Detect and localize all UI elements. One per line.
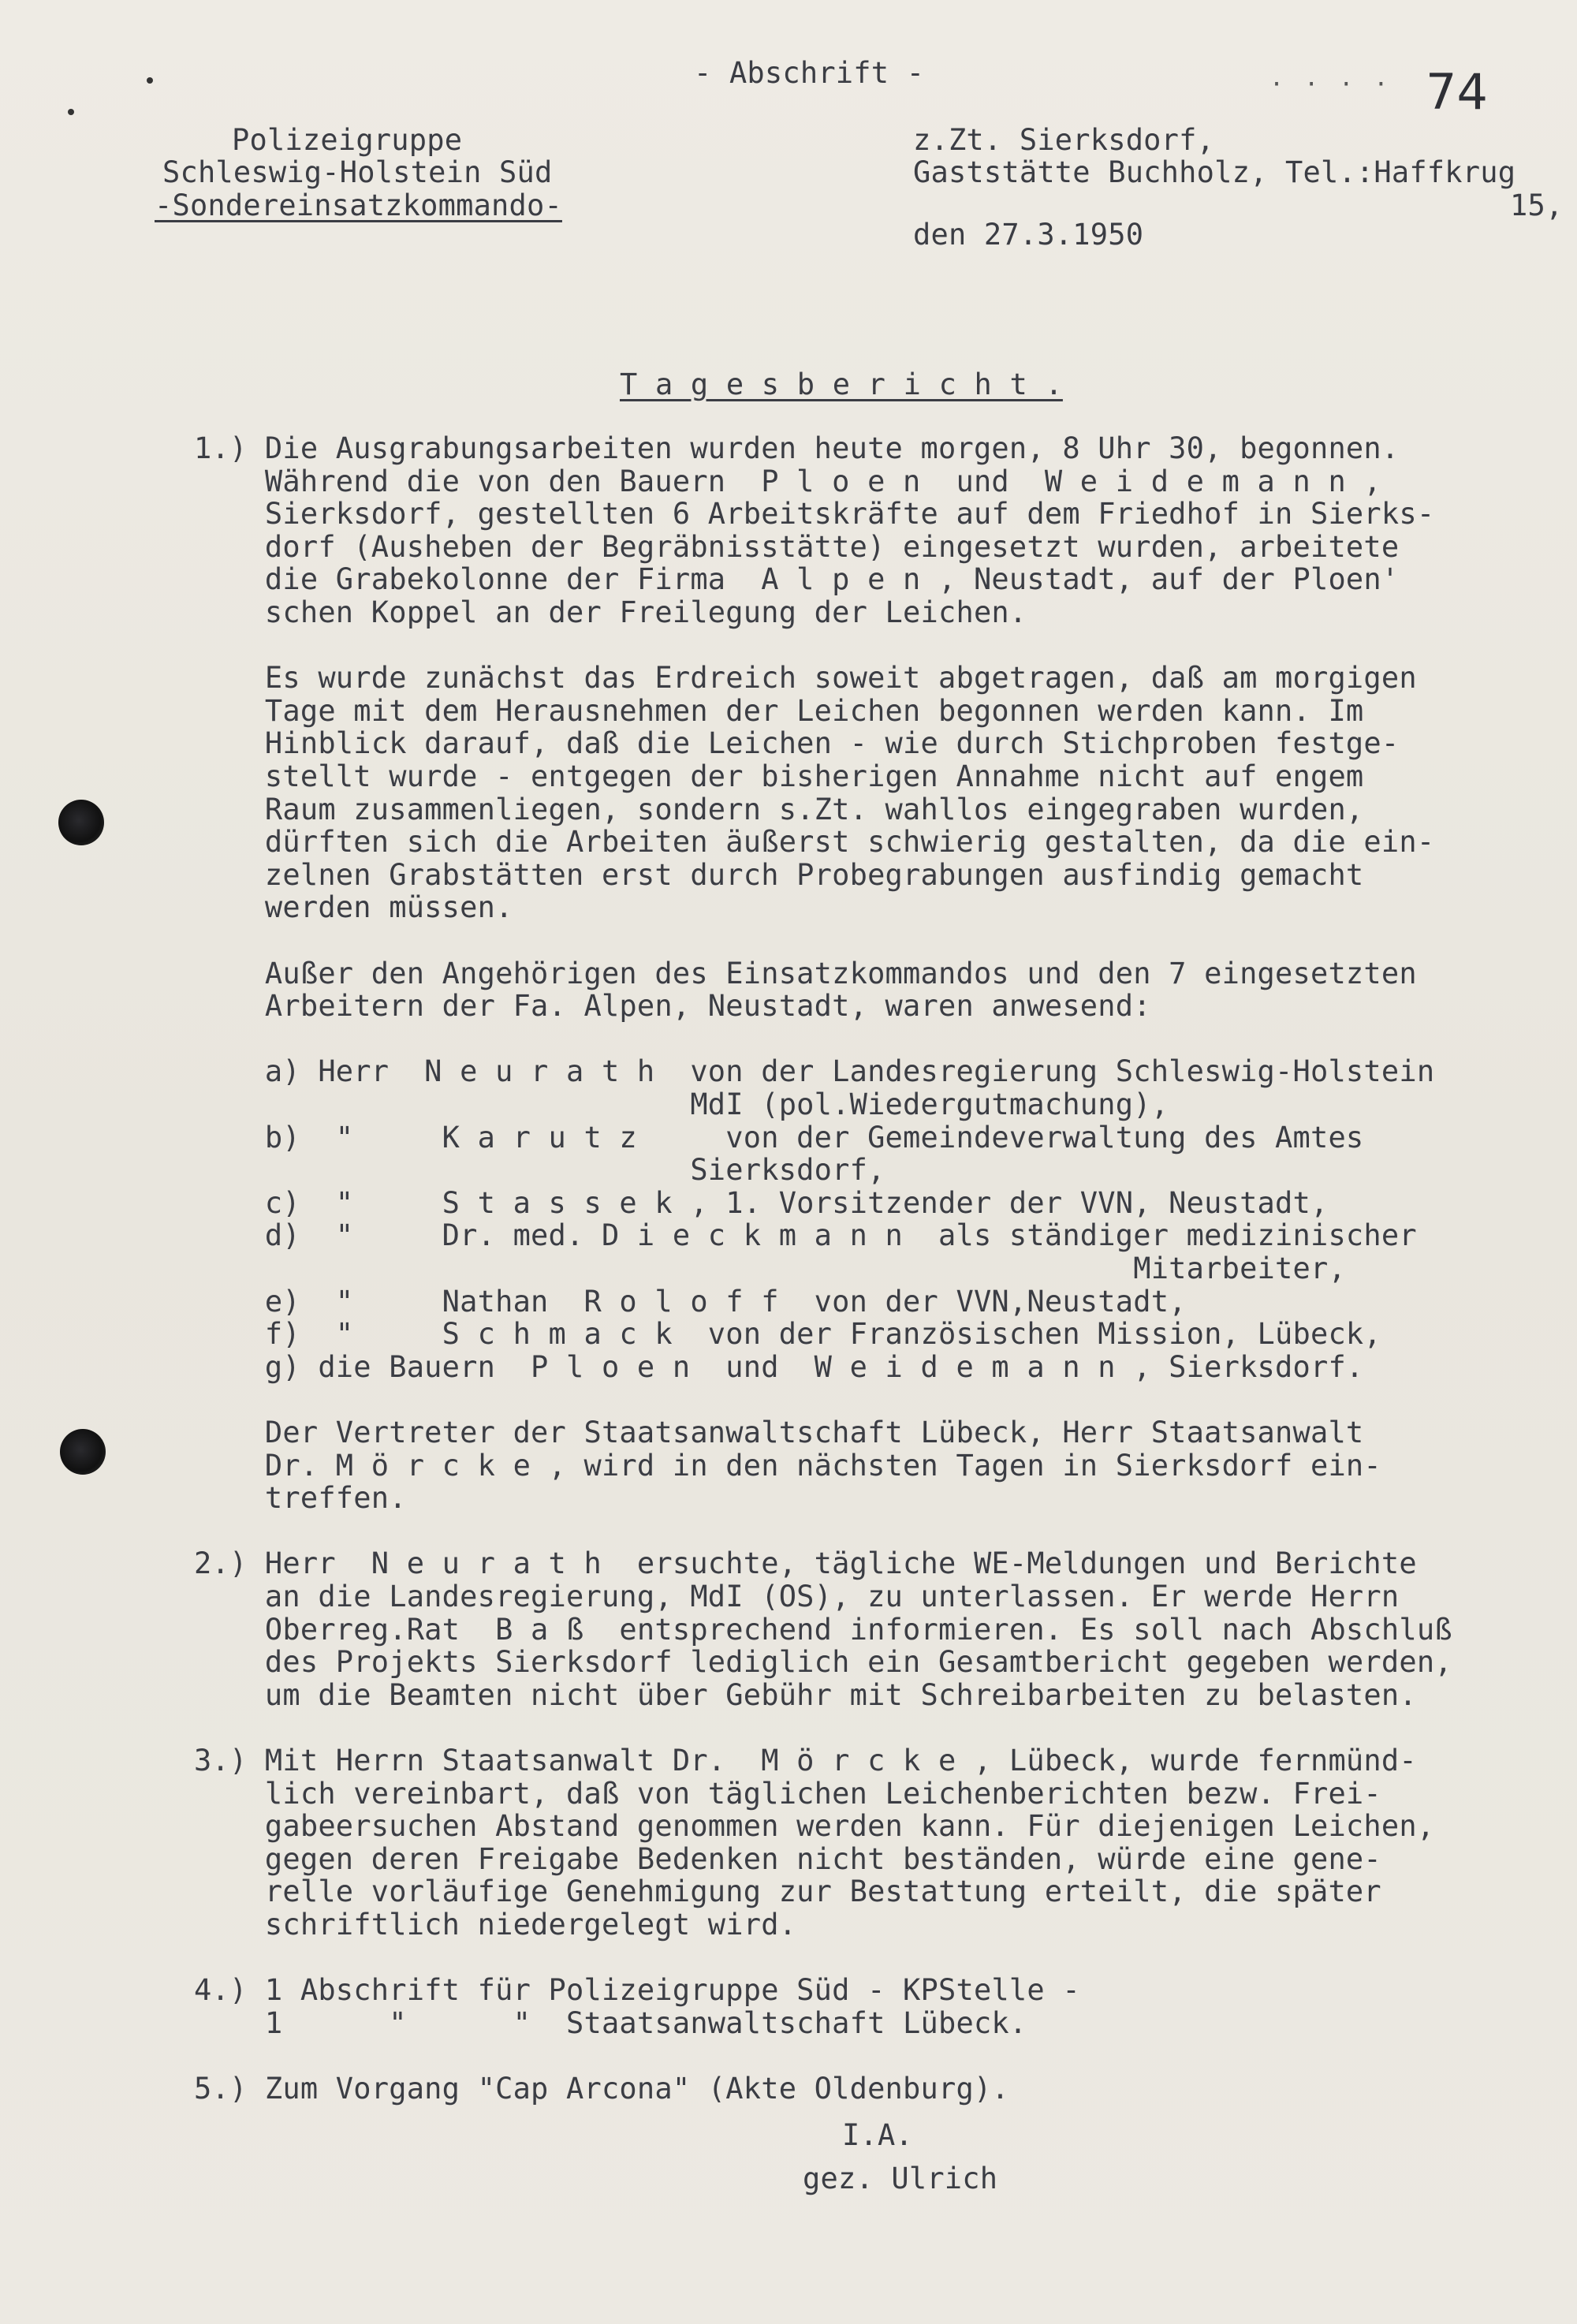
body-line: b) " K a r u t z von der Gemeindeverwaltung des Amtes — [194, 1120, 1364, 1155]
document-title: T a g e s b e r i c h t . — [620, 367, 1063, 401]
body-line: des Projekts Sierksdorf lediglich ein Gesamtbericht gegeben werden, — [194, 1645, 1452, 1680]
location-line-2: Gaststätte Buchholz, Tel.:Haffkrug — [913, 155, 1516, 189]
body-line: MdI (pol.Wiedergutmachung), — [194, 1087, 1169, 1121]
body-line: die Grabekolonne der Firma A l p e n , Neustadt, auf der Ploen' — [194, 562, 1400, 597]
archive-stamp: · · · · — [1269, 71, 1392, 99]
margin-mark — [68, 109, 74, 115]
body-line: zelnen Grabstätten erst durch Probegrabungen ausfindig gemacht — [194, 857, 1364, 892]
body-line: werden müssen. — [194, 890, 513, 925]
body-line: an die Landesregierung, MdI (OS), zu unterlassen. Er werde Herrn — [194, 1580, 1400, 1613]
body-line: d) " Dr. med. D i e c k m a n n als ständiger medizinischer — [194, 1218, 1417, 1253]
body-line: Arbeitern der Fa. Alpen, Neustadt, waren anwesend: — [194, 989, 1151, 1024]
body-line: c) " S t a s s e k , 1. Vorsitzender der VVN, Neustadt, — [194, 1185, 1329, 1220]
location-line-3: 15, — [1510, 188, 1564, 222]
body-line: lich vereinbart, daß von täglichen Leichenberichten bezw. Frei- — [194, 1776, 1381, 1811]
location-line-1: z.Zt. Sierksdorf, — [913, 123, 1215, 157]
body-line: a) Herr N e u r a t h von der Landesregierung Schleswig-Holstein — [194, 1054, 1435, 1089]
body-line: schen Koppel an der Freilegung der Leichen. — [194, 595, 1027, 629]
body-line: dürften sich die Arbeiten äußerst schwierig gestalten, da die ein- — [194, 825, 1435, 860]
body-line: Sierksdorf, — [194, 1153, 885, 1188]
body-line: stellt wurde - entgegen der bisherigen Annahme nicht auf engem — [194, 759, 1364, 793]
body-line: f) " S c h m a c k von der Französischen Mission, Lübeck, — [194, 1317, 1381, 1352]
body-line: 5.) Zum Vorgang "Cap Arcona" (Akte Oldenburg). — [194, 2072, 1009, 2106]
body-line: 1.) Die Ausgrabungsarbeiten wurden heute morgen, 8 Uhr 30, begonnen. — [194, 431, 1400, 465]
body-line: Außer den Angehörigen des Einsatzkommandos und den 7 eingesetzten — [194, 956, 1417, 990]
body-line: gegen deren Freigabe Bedenken nicht beständen, würde eine gene- — [194, 1841, 1381, 1876]
body-line: Raum zusammenliegen, sondern s.Zt. wahllos eingegraben wurden, — [194, 792, 1364, 826]
document-date: den 27.3.1950 — [913, 218, 1144, 252]
body-line: Während die von den Bauern P l o e n und W e i d e m a n n , — [194, 464, 1381, 498]
body-line: um die Beamten nicht über Gebühr mit Schreibarbeiten zu belasten. — [194, 1677, 1417, 1712]
body-line: 2.) Herr N e u r a t h ersuchte, tägliche WE-Meldungen und Berichte — [194, 1546, 1417, 1581]
body-line: Hinblick darauf, daß die Leichen - wie durch Stichproben festge- — [194, 726, 1400, 761]
sender-line-3: -Sondereinsatzkommando- — [155, 188, 562, 222]
signature-name: gez. Ulrich — [803, 2162, 998, 2195]
page-number: 74 — [1426, 63, 1488, 121]
body-line: Oberreg.Rat B a ß entsprechend informieren. Es soll nach Abschluß — [194, 1612, 1452, 1647]
body-line: dorf (Ausheben der Begräbnisstätte) eingesetzt wurden, arbeitete — [194, 529, 1400, 564]
body-line: g) die Bauern P l o e n und W e i d e m a n n , Sierksdorf. — [194, 1349, 1364, 1384]
body-line: Dr. M ö r c k e , wird in den nächsten Tagen in Sierksdorf ein- — [194, 1448, 1381, 1483]
body-line: 4.) 1 Abschrift für Polizeigruppe Süd - KPStelle - — [194, 1973, 1080, 2008]
body-line: schriftlich niedergelegt wird. — [194, 1908, 797, 1942]
body-line: relle vorläufige Genehmigung zur Bestattung erteilt, die später — [194, 1874, 1381, 1909]
sender-line-2: Schleswig-Holstein Süd — [162, 155, 553, 189]
body-line: 3.) Mit Herrn Staatsanwalt Dr. M ö r c k e , Lübeck, wurde fernmünd- — [194, 1744, 1417, 1778]
body-line: Es wurde zunächst das Erdreich soweit abgetragen, daß am morgigen — [194, 661, 1417, 696]
binder-hole — [60, 1429, 106, 1475]
binder-hole — [58, 800, 104, 845]
body-line: Der Vertreter der Staatsanwaltschaft Lübeck, Herr Staatsanwalt — [194, 1416, 1364, 1449]
body-line: e) " Nathan R o l o f f von der VVN,Neustadt, — [194, 1284, 1187, 1319]
copy-mark: - Abschrift - — [694, 56, 925, 90]
sender-line-1: Polizeigruppe — [232, 123, 463, 157]
body-line: 1 " " Staatsanwaltschaft Lübeck. — [194, 2005, 1027, 2040]
body-line: treffen. — [194, 1481, 407, 1516]
margin-mark — [147, 77, 153, 84]
body-line: gabeersuchen Abstand genommen werden kann. Für diejenigen Leichen, — [194, 1809, 1435, 1844]
body-line: Mitarbeiter, — [194, 1252, 1346, 1285]
body-line: Tage mit dem Herausnehmen der Leichen begonnen werden kann. Im — [194, 693, 1364, 728]
signature-ia: I.A. — [842, 2118, 913, 2152]
body-line: Sierksdorf, gestellten 6 Arbeitskräfte auf dem Friedhof in Sierks- — [194, 497, 1435, 532]
